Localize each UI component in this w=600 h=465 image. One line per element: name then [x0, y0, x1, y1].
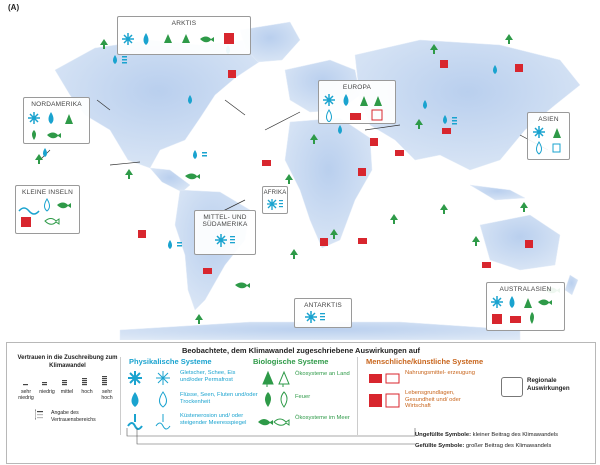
legend-title: Beobachtete, dem Klimawandel zugeschriebene Auswirkungen auf [181, 346, 421, 355]
water-drop-icon [144, 33, 149, 45]
biological-item-sea: Ökosysteme im Meer [295, 415, 350, 421]
physical-item-rivers: Flüsse, Seen, Fluten und/oder Trockenheit [180, 392, 258, 405]
tree-icon [524, 298, 532, 308]
legend-divider [120, 357, 121, 435]
unfilled-label: Ungefüllte Symbole: [415, 432, 472, 438]
livelihood-icon [224, 33, 234, 44]
confidence-level-medium: mittel [60, 389, 74, 395]
coast-filled-icon [128, 414, 142, 429]
livelihood-icon [492, 314, 502, 324]
tree-icon [390, 214, 398, 224]
food-tractor-icon [350, 113, 361, 120]
tree-icon [125, 169, 133, 179]
coast-icon [19, 208, 39, 214]
fish-icon [47, 133, 61, 139]
food-tractor-icon [482, 262, 491, 268]
snowflake-icon [323, 94, 335, 106]
tree-icon [520, 202, 528, 212]
livelihood-icon [372, 110, 382, 120]
tree-icon [195, 314, 203, 324]
livelihood-outline-icon [386, 394, 399, 407]
food-tractor-icon [203, 268, 212, 274]
human-item-food: Nahrungsmittel- erzeugung [405, 370, 475, 376]
water-drop-icon [49, 112, 54, 124]
europe-symbols [320, 92, 394, 122]
fish-icon [45, 219, 59, 225]
livelihood-icon [370, 138, 378, 146]
regional-label: Regionale Auswirkungen [527, 377, 570, 392]
confidence-scale [15, 371, 120, 389]
livelihood-icon [21, 217, 31, 227]
tree-outline-icon [279, 372, 289, 387]
region-arctic [117, 16, 251, 55]
coast-outline-icon [156, 414, 170, 429]
biological-icons [255, 368, 291, 434]
livelihood-icon [138, 230, 146, 238]
human-icons [367, 368, 403, 416]
livelihood-icon [440, 60, 448, 68]
region-title-asia: ASIEN [538, 116, 559, 123]
fire-icon [530, 312, 534, 324]
confidence-icon [553, 144, 560, 152]
central-south-america-symbols [196, 233, 254, 253]
region-north-america [23, 97, 90, 144]
tree-icon [374, 96, 382, 106]
biological-item-land: Ökosysteme an Land [295, 371, 350, 377]
snowflake-icon [267, 199, 277, 210]
panel-label: (A) [8, 3, 20, 12]
water-drop-icon [344, 94, 349, 106]
snowflake-outline-icon [156, 371, 170, 385]
filled-text: großer Beitrag des Klimawandels [465, 443, 552, 449]
tree-icon [505, 34, 513, 44]
region-title-antarctic: ANTARKTIS [304, 302, 342, 309]
physical-item-coast: Küstenerosion und/ oder steigender Meeresspiegel [180, 413, 247, 426]
fish-icon [57, 203, 71, 209]
region-asia [527, 112, 570, 160]
snowflake-icon [215, 234, 227, 247]
indonesia-land [470, 185, 525, 200]
confidence-level-high: hoch [81, 389, 93, 395]
tractor-filled-icon [369, 374, 382, 383]
region-title-africa: AFRIKA [263, 190, 287, 196]
asia-symbols [529, 124, 568, 158]
fish-icon [200, 37, 214, 43]
water-drop-filled-icon [132, 392, 139, 407]
water-drop-icon [43, 148, 47, 157]
livelihood-icon [515, 64, 523, 72]
water-drop-icon [193, 150, 197, 159]
arctic-symbols [120, 29, 250, 53]
tree-icon [164, 34, 172, 43]
australia-land [480, 215, 560, 270]
tree-icon [285, 174, 293, 184]
physical-item-glaciers: Gletscher, Schee, Eis und/oder Permafrost [180, 370, 236, 383]
physical-icons [125, 368, 185, 434]
water-drop-icon [45, 199, 50, 211]
water-drop-outline-icon [160, 392, 167, 407]
unfilled-text: kleiner Beitrag des Klimawandels [472, 432, 559, 438]
human-item-livelihood: Lebensgrundlagen, Gesundheit und/ oder Wirtschaft [405, 390, 461, 409]
tree-icon [182, 34, 190, 43]
region-europe [318, 80, 396, 124]
region-title-north-america: NORDAMERIKA [31, 101, 82, 108]
tree-icon [35, 154, 43, 164]
fish-icon [538, 300, 552, 306]
snowflake-icon [28, 112, 40, 124]
fire-outline-icon [281, 392, 287, 407]
livelihood-icon [525, 240, 533, 248]
africa-symbols [264, 198, 286, 212]
water-drop-icon [510, 296, 515, 308]
fish-icon [185, 174, 200, 180]
snowflake-filled-icon [128, 371, 142, 385]
region-title-australasia: AUSTRALASIEN [499, 286, 552, 293]
antarctic-symbols [296, 310, 350, 326]
water-drop-icon [537, 142, 542, 154]
region-africa [262, 186, 288, 214]
regional-box-icon [501, 377, 523, 397]
filled-label: Gefüllte Symbole: [415, 443, 465, 449]
central-america-land [150, 168, 190, 192]
range-indicator [35, 409, 47, 423]
confidence-level-low: niedrig [39, 389, 55, 395]
tractor-outline-icon [386, 374, 399, 383]
region-title-central-south-america: MITTEL- UND SÜDAMERIKA [202, 214, 248, 228]
africa-land [285, 118, 372, 248]
region-small-islands [15, 185, 80, 234]
livelihood-filled-icon [369, 394, 382, 407]
livelihood-icon [228, 70, 236, 78]
human-title: Menschliche/künstliche Systeme [366, 357, 484, 366]
physical-title: Physikalische Systeme [129, 357, 212, 366]
fish-outline-icon [274, 419, 289, 425]
region-australasia [486, 282, 565, 331]
livelihood-icon [320, 238, 328, 246]
fire-icon [32, 130, 36, 140]
region-title-arctic: ARKTIS [171, 20, 197, 27]
region-antarctic [294, 298, 352, 328]
confidence-level-very-low: sehr niedrig [18, 389, 34, 401]
food-tractor-icon [442, 128, 451, 134]
water-drop-icon [168, 240, 172, 249]
snowflake-icon [305, 311, 317, 323]
tree-icon [360, 96, 368, 106]
biological-title: Biologische Systeme [253, 357, 329, 366]
tree-icon [290, 249, 298, 259]
food-tractor-icon [358, 238, 367, 244]
livelihood-icon [358, 168, 366, 176]
fire-filled-icon [265, 392, 271, 407]
legend [6, 342, 596, 464]
fish-icon [235, 283, 250, 289]
snowflake-icon [491, 296, 503, 308]
confidence-level-very-high: sehr hoch [101, 389, 113, 401]
tree-icon [65, 114, 73, 124]
filled-footnote [415, 443, 551, 449]
unfilled-footnote [415, 432, 558, 438]
small-islands-symbols [17, 197, 78, 232]
legend-divider [357, 357, 358, 435]
confidence-title: Vertrauen in die Zuschreibung zum Klimawandel [17, 355, 118, 369]
food-tractor-icon [395, 150, 404, 156]
footnote-brackets [125, 428, 465, 448]
fish-filled-icon [258, 419, 273, 425]
biological-item-fire: Feuer [295, 394, 311, 400]
tree-icon [440, 204, 448, 214]
tree-filled-icon [263, 372, 273, 387]
snowflake-icon [122, 33, 134, 45]
australasia-symbols [488, 294, 563, 328]
region-title-europe: EUROPA [342, 84, 372, 91]
snowflake-icon [533, 126, 545, 138]
water-drop-icon [327, 110, 332, 122]
north-america-symbols [25, 110, 88, 142]
region-title-small-islands: KLEINE INSELN [21, 189, 73, 196]
food-tractor-icon [262, 160, 271, 166]
region-central-south-america [194, 210, 256, 255]
range-note: Angabe des Vertrauensbereichs [51, 410, 96, 423]
new-zealand-land [565, 275, 578, 295]
tree-icon [553, 128, 561, 138]
tree-icon [472, 236, 480, 246]
food-tractor-icon [510, 316, 521, 323]
